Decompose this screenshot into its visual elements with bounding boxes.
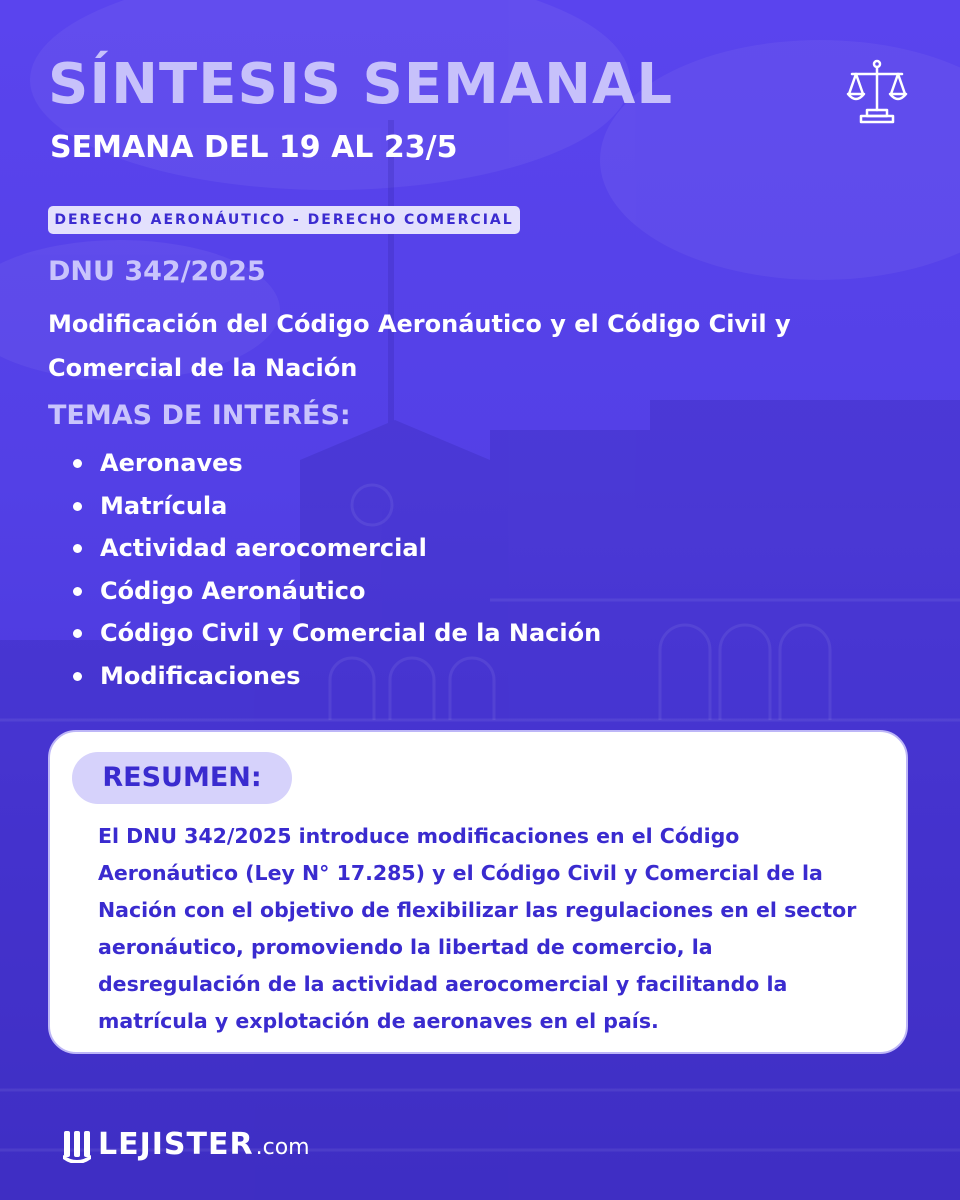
topic-item bbox=[72, 442, 601, 485]
topic-label: Código Aeronáutico bbox=[100, 576, 366, 605]
topic-item bbox=[72, 612, 601, 655]
lejister-logo-icon bbox=[62, 1125, 92, 1163]
topic-label: Aeronaves bbox=[100, 449, 243, 477]
bullet-icon bbox=[73, 544, 82, 553]
topic-item bbox=[72, 527, 601, 570]
category-tag: DERECHO AERONÁUTICO - DERECHO COMERCIAL bbox=[48, 206, 520, 234]
topic-label: Actividad aerocomercial bbox=[100, 534, 427, 562]
bullet-icon bbox=[73, 502, 82, 511]
page-title: SÍNTESIS SEMANAL bbox=[48, 52, 674, 117]
summary-box bbox=[48, 730, 908, 1054]
week-subtitle: SEMANA DEL 19 AL 23/5 bbox=[50, 130, 458, 165]
bullet-icon bbox=[73, 459, 82, 468]
bullet-icon bbox=[73, 587, 82, 596]
topics-list bbox=[72, 442, 601, 697]
topic-label: Modificaciones bbox=[100, 661, 301, 690]
scales-of-justice-icon bbox=[846, 58, 908, 124]
summary-text: El DNU 342/2025 introduce modificaciones en el Código Aeronáutico (Ley N° 17.285) y el Código Civil y Comercial de la Nación con el objetivo de flexibilizar las regulaciones en el sector aeronáutico, promoviendo la libertad de comercio, la desregulación de la actividad aerocomercial y facilitando la matrícula y explotación de aeronaves en el país. bbox=[98, 824, 857, 1033]
topic-item bbox=[72, 485, 601, 528]
topics-heading: TEMAS DE INTERÉS: bbox=[48, 400, 351, 431]
brand-domain: .com bbox=[255, 1134, 310, 1160]
bullet-icon bbox=[73, 672, 82, 681]
dnu-title: Modificación del Código Aeronáutico y el Código Civil y Comercial de la Nación bbox=[48, 310, 791, 382]
footer-logo[interactable] bbox=[62, 1124, 310, 1164]
summary-label: RESUMEN: bbox=[72, 752, 292, 804]
topic-label: Código Civil y Comercial de la Nación bbox=[100, 619, 602, 647]
brand-name: LEJISTER bbox=[98, 1126, 254, 1162]
topic-item bbox=[72, 570, 601, 613]
topic-item bbox=[72, 655, 601, 698]
dnu-number: DNU 342/2025 bbox=[48, 256, 266, 287]
bullet-icon bbox=[73, 629, 82, 638]
topic-label: Matrícula bbox=[100, 491, 228, 520]
